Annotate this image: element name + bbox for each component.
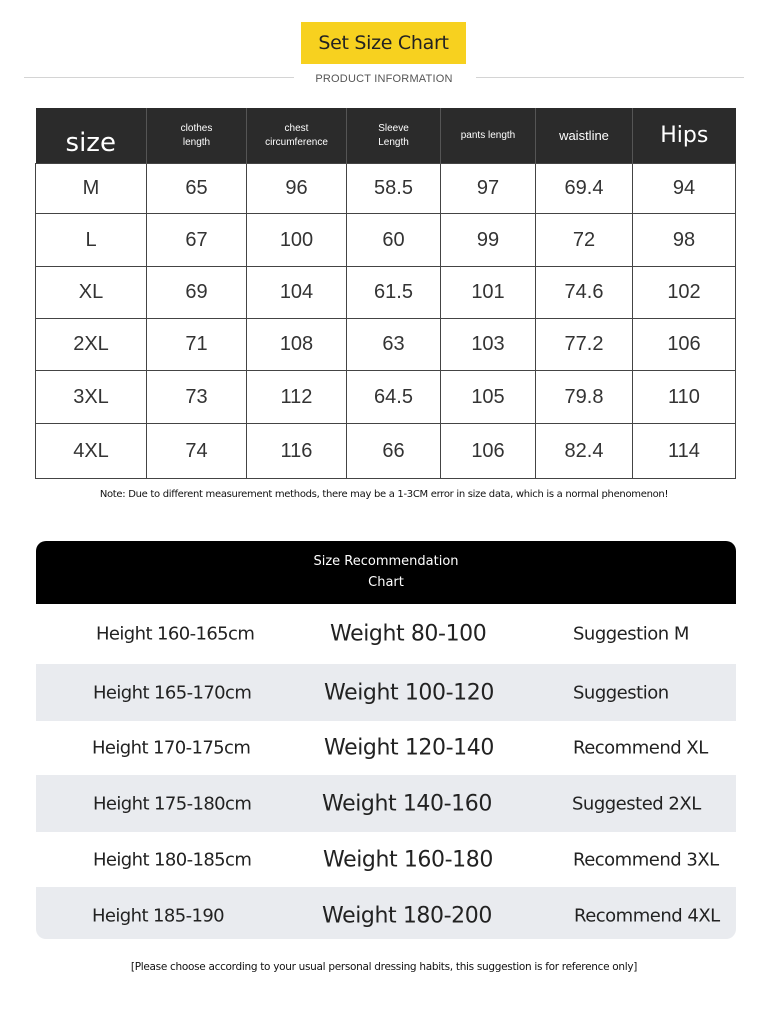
column-header-label: Hips — [660, 122, 709, 148]
size-value-cell: 73 — [147, 371, 247, 424]
column-header-sleeve-length — [347, 108, 441, 164]
size-value-cell: 82.4 — [536, 424, 633, 479]
recommended-size: Suggested 2XL — [572, 793, 701, 814]
recommended-size: Suggestion M — [573, 623, 689, 645]
size-value-cell: 106 — [633, 319, 736, 371]
column-header-label: Length — [378, 136, 409, 148]
size-value-cell: 64.5 — [347, 371, 441, 424]
size-recommendation-row — [36, 775, 736, 832]
size-chart-title: Set Size Chart — [301, 22, 466, 64]
size-value-cell: 63 — [347, 319, 441, 371]
size-value-cell: 74 — [147, 424, 247, 479]
column-header-hips — [633, 108, 736, 164]
column-header-clothes-length — [147, 108, 247, 164]
size-value-cell: 110 — [633, 371, 736, 424]
size-value-cell: 74.6 — [536, 267, 633, 319]
size-value-cell: 58.5 — [347, 164, 441, 214]
size-recommendation-panel — [36, 541, 736, 939]
size-value-cell: 114 — [633, 424, 736, 479]
size-value-cell: 98 — [633, 214, 736, 267]
recommended-height-range: Height 175-180cm — [93, 793, 252, 814]
column-header-chest-circumference — [247, 108, 347, 164]
size-chart-row — [36, 214, 736, 267]
size-chart-row — [36, 164, 736, 214]
recommended-size: Suggestion — [573, 682, 669, 703]
column-header-label: pants length — [460, 129, 516, 141]
size-value-cell: 61.5 — [347, 267, 441, 319]
size-recommendation-header — [36, 541, 736, 604]
product-information-subtitle: PRODUCT INFORMATION — [315, 73, 453, 85]
recommended-size: Recommend 3XL — [573, 849, 719, 870]
size-label-cell: L — [36, 214, 147, 267]
size-value-cell: 69 — [147, 267, 247, 319]
column-header-waistline — [536, 108, 633, 164]
column-header-label: length — [182, 136, 211, 148]
size-value-cell: 116 — [247, 424, 347, 479]
size-chart-row — [36, 267, 736, 319]
size-value-cell: 72 — [536, 214, 633, 267]
size-chart-table — [35, 108, 736, 479]
recommended-size: Recommend 4XL — [574, 905, 720, 926]
column-header-label: waistline — [559, 127, 609, 143]
size-recommendation-rows — [36, 604, 736, 939]
recommended-weight-range: Weight 120-140 — [324, 735, 494, 761]
recommended-weight-range: Weight 180-200 — [322, 903, 492, 928]
column-header-pants-length — [441, 108, 536, 164]
column-header-size — [36, 108, 147, 164]
size-value-cell: 106 — [441, 424, 536, 479]
size-value-cell: 101 — [441, 267, 536, 319]
size-value-cell: 105 — [441, 371, 536, 424]
recommended-weight-range: Weight 160-180 — [323, 847, 493, 872]
recommended-height-range: Height 160-165cm — [96, 623, 255, 645]
size-value-cell: 99 — [441, 214, 536, 267]
recommended-size: Recommend XL — [573, 737, 708, 759]
size-value-cell: 96 — [247, 164, 347, 214]
size-value-cell: 94 — [633, 164, 736, 214]
size-value-cell: 97 — [441, 164, 536, 214]
size-chart-row — [36, 371, 736, 424]
reference-disclaimer: [Please choose according to your usual personal dressing habits, this suggestion is for reference only] — [130, 961, 638, 973]
size-value-cell: 79.8 — [536, 371, 633, 424]
size-recommendation-row — [36, 664, 736, 721]
size-value-cell: 69.4 — [536, 164, 633, 214]
size-recommendation-row — [36, 604, 736, 664]
recommended-height-range: Height 185-190 — [92, 905, 225, 926]
size-value-cell: 65 — [147, 164, 247, 214]
size-recommendation-title-line1: Size Recommendation — [313, 554, 459, 570]
size-value-cell: 112 — [247, 371, 347, 424]
size-value-cell: 67 — [147, 214, 247, 267]
column-header-size-label: size — [65, 127, 116, 158]
recommended-height-range: Height 165-170cm — [93, 682, 252, 703]
column-header-label: chest — [284, 123, 309, 134]
size-value-cell: 102 — [633, 267, 736, 319]
size-label-cell: XL — [36, 267, 147, 319]
size-label-cell: M — [36, 164, 147, 214]
size-value-cell: 71 — [147, 319, 247, 371]
column-header-label: Sleeve — [378, 123, 409, 134]
size-recommendation-title-line2: Chart — [368, 574, 404, 590]
recommended-weight-range: Weight 100-120 — [324, 680, 494, 705]
recommended-height-range: Height 180-185cm — [93, 849, 252, 870]
column-header-label: clothes — [180, 123, 213, 134]
size-chart-row — [36, 319, 736, 371]
recommended-weight-range: Weight 140-160 — [322, 791, 492, 816]
size-chart-row — [36, 424, 736, 479]
size-value-cell: 100 — [247, 214, 347, 267]
size-value-cell: 66 — [347, 424, 441, 479]
size-label-cell: 2XL — [36, 319, 147, 371]
size-value-cell: 103 — [441, 319, 536, 371]
measurement-error-note: Note: Due to different measurement methods, there may be a 1-3CM error in size data, which is a normal phenomenon! — [99, 489, 669, 500]
recommended-weight-range: Weight 80-100 — [330, 621, 487, 647]
size-value-cell: 108 — [247, 319, 347, 371]
recommended-height-range: Height 170-175cm — [92, 737, 251, 759]
size-value-cell: 104 — [247, 267, 347, 319]
size-value-cell: 77.2 — [536, 319, 633, 371]
column-header-label: circumference — [265, 136, 328, 148]
size-label-cell: 4XL — [36, 424, 147, 479]
size-chart-header-row — [36, 108, 736, 164]
size-recommendation-row — [36, 721, 736, 775]
size-recommendation-row — [36, 832, 736, 887]
size-label-cell: 3XL — [36, 371, 147, 424]
size-value-cell: 60 — [347, 214, 441, 267]
size-recommendation-row — [36, 887, 736, 939]
